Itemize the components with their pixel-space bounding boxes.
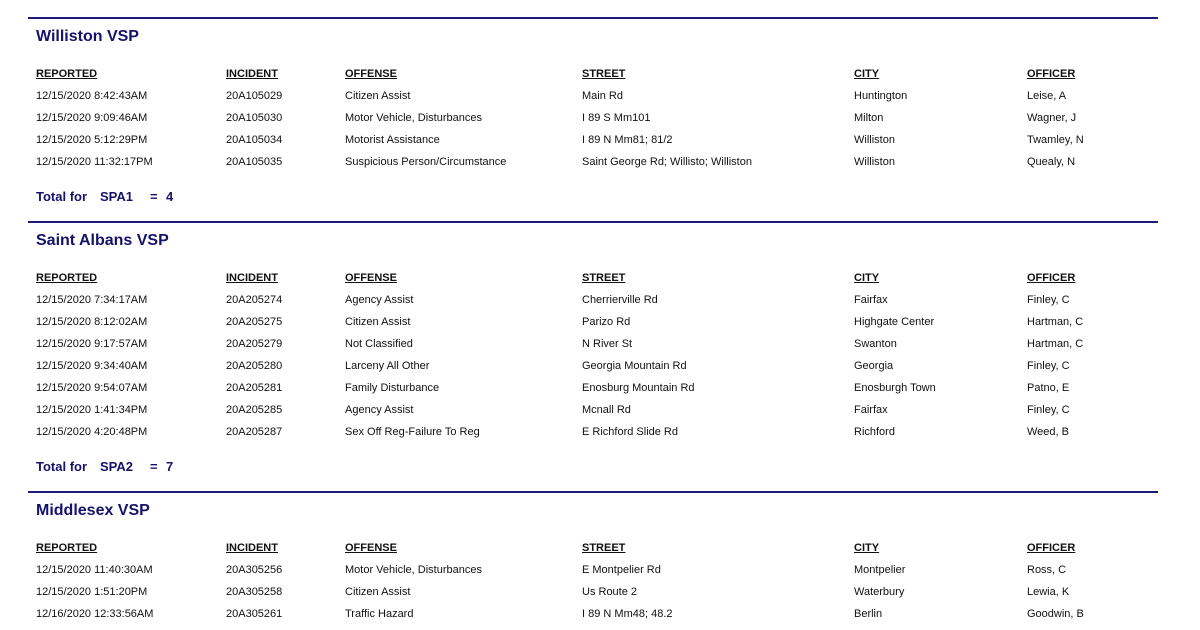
column-header-street: STREET [582, 272, 626, 284]
cell-incident: 20A205285 [226, 404, 283, 416]
cell-reported: 12/15/2020 8:12:02AM [36, 316, 148, 328]
column-header-reported: REPORTED [36, 542, 98, 554]
cell-officer: Weed, B [1027, 426, 1069, 438]
column-header-city: CITY [854, 272, 880, 284]
cell-city: Fairfax [854, 294, 888, 306]
cell-street: Georgia Mountain Rd [582, 360, 687, 372]
cell-offense: Motor Vehicle, Disturbances [345, 564, 482, 576]
cell-street: I 89 S Mm101 [582, 112, 651, 124]
column-header-city: CITY [854, 68, 880, 80]
cell-reported: 12/15/2020 1:41:34PM [36, 404, 148, 416]
section-title: Williston VSP [36, 28, 139, 45]
report-section [28, 221, 1158, 474]
cell-reported: 12/15/2020 8:42:43AM [36, 90, 148, 102]
cell-city: Georgia [854, 360, 894, 372]
total-count: 7 [166, 459, 174, 474]
cell-offense: Agency Assist [345, 404, 414, 416]
report-section [28, 17, 1158, 204]
column-header-incident: INCIDENT [226, 272, 278, 284]
section-title: Saint Albans VSP [36, 232, 169, 249]
cell-street: Main Rd [582, 90, 623, 102]
cell-incident: 20A105035 [226, 156, 283, 168]
cell-reported: 12/15/2020 9:17:57AM [36, 338, 148, 350]
cell-officer: Quealy, N [1027, 156, 1076, 168]
column-header-offense: OFFENSE [345, 272, 397, 284]
cell-city: Milton [854, 112, 884, 124]
column-header-officer: OFFICER [1027, 272, 1076, 284]
cell-offense: Larceny All Other [345, 360, 430, 372]
report-section [28, 491, 1158, 620]
cell-incident: 20A105030 [226, 112, 283, 124]
cell-street: N River St [582, 338, 633, 350]
cell-city: Enosburgh Town [854, 382, 936, 394]
total-count: 4 [166, 189, 174, 204]
column-header-reported: REPORTED [36, 68, 98, 80]
cell-incident: 20A205287 [226, 426, 283, 438]
cell-incident: 20A205275 [226, 316, 283, 328]
column-header-reported: REPORTED [36, 272, 98, 284]
column-header-offense: OFFENSE [345, 542, 397, 554]
cell-incident: 20A305258 [226, 586, 283, 598]
cell-officer: Lewia, K [1027, 586, 1070, 598]
cell-officer: Finley, C [1027, 360, 1070, 372]
cell-city: Swanton [854, 338, 897, 350]
cell-city: Waterbury [854, 586, 905, 598]
cell-officer: Twamley, N [1027, 134, 1084, 146]
total-eq: = [150, 459, 158, 474]
cell-reported: 12/15/2020 9:54:07AM [36, 382, 148, 394]
cell-offense: Motorist Assistance [345, 134, 440, 146]
cell-reported: 12/15/2020 11:32:17PM [36, 156, 153, 168]
cell-reported: 12/15/2020 1:51:20PM [36, 586, 148, 598]
cell-street: Saint George Rd; Willisto; Williston [582, 156, 752, 168]
section-title: Middlesex VSP [36, 502, 150, 519]
cell-city: Huntington [854, 90, 908, 102]
cell-street: Enosburg Mountain Rd [582, 382, 695, 394]
cell-offense: Agency Assist [345, 294, 414, 306]
total-label: Total for [36, 189, 88, 204]
cell-city: Montpelier [854, 564, 906, 576]
cell-city: Richford [854, 426, 895, 438]
cell-city: Berlin [854, 608, 883, 620]
cell-reported: 12/15/2020 7:34:17AM [36, 294, 148, 306]
cell-city: Williston [854, 134, 895, 146]
section-total [36, 189, 173, 204]
cell-reported: 12/16/2020 12:33:56AM [36, 608, 154, 620]
cell-city: Fairfax [854, 404, 888, 416]
cell-reported: 12/15/2020 9:34:40AM [36, 360, 148, 372]
total-eq: = [150, 189, 158, 204]
cell-street: E Richford Slide Rd [582, 426, 678, 438]
cell-officer: Hartman, C [1027, 338, 1084, 350]
cell-street: Us Route 2 [582, 586, 638, 598]
cell-offense: Motor Vehicle, Disturbances [345, 112, 482, 124]
cell-incident: 20A205280 [226, 360, 283, 372]
column-header-officer: OFFICER [1027, 542, 1076, 554]
section-total [36, 459, 173, 474]
column-header-incident: INCIDENT [226, 542, 278, 554]
cell-officer: Finley, C [1027, 404, 1070, 416]
cell-offense: Citizen Assist [345, 316, 411, 328]
column-header-city: CITY [854, 542, 880, 554]
cell-reported: 12/15/2020 4:20:48PM [36, 426, 148, 438]
cell-street: I 89 N Mm81; 81/2 [582, 134, 673, 146]
cell-officer: Goodwin, B [1027, 608, 1084, 620]
cell-officer: Hartman, C [1027, 316, 1084, 328]
cell-reported: 12/15/2020 5:12:29PM [36, 134, 148, 146]
cell-incident: 20A305261 [226, 608, 283, 620]
cell-offense: Citizen Assist [345, 586, 411, 598]
cell-reported: 12/15/2020 11:40:30AM [36, 564, 153, 576]
cell-officer: Wagner, J [1027, 112, 1077, 124]
cell-offense: Family Disturbance [345, 382, 440, 394]
column-header-street: STREET [582, 542, 626, 554]
cell-incident: 20A305256 [226, 564, 283, 576]
cell-officer: Finley, C [1027, 294, 1070, 306]
cell-officer: Ross, C [1027, 564, 1067, 576]
cell-incident: 20A205281 [226, 382, 283, 394]
cell-offense: Not Classified [345, 338, 413, 350]
column-header-street: STREET [582, 68, 626, 80]
cell-offense: Traffic Hazard [345, 608, 414, 620]
cell-incident: 20A205279 [226, 338, 283, 350]
cell-street: Cherrierville Rd [582, 294, 658, 306]
total-label: Total for [36, 459, 88, 474]
column-header-incident: INCIDENT [226, 68, 278, 80]
cell-reported: 12/15/2020 9:09:46AM [36, 112, 148, 124]
cell-incident: 20A205274 [226, 294, 283, 306]
cell-incident: 20A105029 [226, 90, 283, 102]
cell-street: Parizo Rd [582, 316, 631, 328]
cell-street: I 89 N Mm48; 48.2 [582, 608, 673, 620]
total-code: SPA2 [100, 459, 133, 474]
cell-offense: Suspicious Person/Circumstance [345, 156, 507, 168]
cell-officer: Leise, A [1027, 90, 1067, 102]
cell-city: Williston [854, 156, 895, 168]
column-header-offense: OFFENSE [345, 68, 397, 80]
cell-offense: Citizen Assist [345, 90, 411, 102]
cell-city: Highgate Center [854, 316, 935, 328]
column-header-officer: OFFICER [1027, 68, 1076, 80]
cell-offense: Sex Off Reg-Failure To Reg [345, 426, 480, 438]
cell-street: E Montpelier Rd [582, 564, 661, 576]
total-code: SPA1 [100, 189, 133, 204]
cell-incident: 20A105034 [226, 134, 283, 146]
cell-officer: Patno, E [1027, 382, 1070, 394]
cell-street: Mcnall Rd [582, 404, 631, 416]
